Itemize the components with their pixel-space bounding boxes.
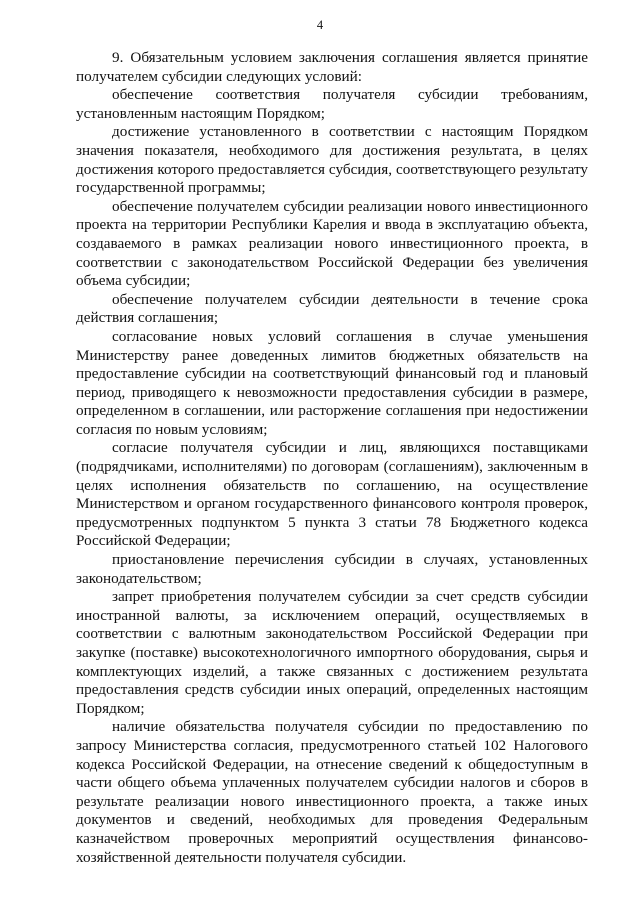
paragraph-currency-ban: запрет приобретения получателем субсидии за счет средств субсидии иностранной валюты, за исключением операций, осуществляемых в соответствии с валютным законодательством Российской Федерации при закупке (поставке) высокотехнологичного импортного оборудования, сырья и комплектующих изделий, а также связанных с достижением результата предоставления средств субсидии иных операций, определенных настоящим Порядком; — [76, 588, 588, 717]
page-number: 4 — [316, 18, 324, 32]
paragraph-audit-consent: согласие получателя субсидии и лиц, являющихся поставщиками (подрядчиками, исполнителями) по договорам (соглашениям), заключенным в целях исполнения обязательств по соглашению, на осуществление Министерством и органом государственного финансового контроля проверок, предусмотренных подпунктом 5 пункта 3 статьи 78 Бюджетного кодекса Российской Федерации; — [76, 439, 588, 550]
document-body — [76, 49, 588, 867]
paragraph-tax-disclosure: наличие обязательства получателя субсидии по предоставлению по запросу Министерства согласия, предусмотренного статьей 102 Налогового кодекса Российской Федерации, на отнесение сведений к общедоступным в части общего объема уплаченных получателем субсидии налогов и сборов в результате реализации нового инвестиционного проекта, а также иных документов и сведений, необходимых для проведения Федеральным казначейством проверочных мероприятий осуществления финансово-хозяйственной деятельности получателя субсидии. — [76, 718, 588, 866]
paragraph-activity: обеспечение получателем субсидии деятельности в течение срока действия соглашения; — [76, 290, 588, 327]
paragraph-investment-project: обеспечение получателем субсидии реализации нового инвестиционного проекта на территории Республики Карелия и ввода в эксплуатацию объекта, создаваемого в рамках реализации нового инвестиционного проекта, в соответствии с законодательством Российской Федерации без увеличения объема субсидии; — [76, 197, 588, 290]
paragraph-condition-intro: 9. Обязательным условием заключения соглашения является принятие получателем субсидии следующих условий: — [76, 49, 588, 85]
paragraph-suspension: приостановление перечисления субсидии в случаях, установленных законодательством; — [76, 551, 588, 587]
paragraph-new-conditions: согласование новых условий соглашения в случае уменьшения Министерству ранее доведенных лимитов бюджетных обязательств на предоставление субсидии на соответствующий финансовый год и плановый период, приводящего к невозможности предоставления субсидии в размере, определенном в соглашении, или расторжение соглашения при недостижении согласия по новым условиям; — [76, 327, 588, 438]
paragraph-indicator: достижение установленного в соответствии с настоящим Порядком значения показателя, необходимого для достижения результата, в целях достижения которого предоставляется субсидия, соответствующего результату государственной программы; — [76, 123, 588, 197]
paragraph-compliance: обеспечение соответствия получателя субсидии требованиям, установленным настоящим Порядком; — [76, 86, 588, 122]
